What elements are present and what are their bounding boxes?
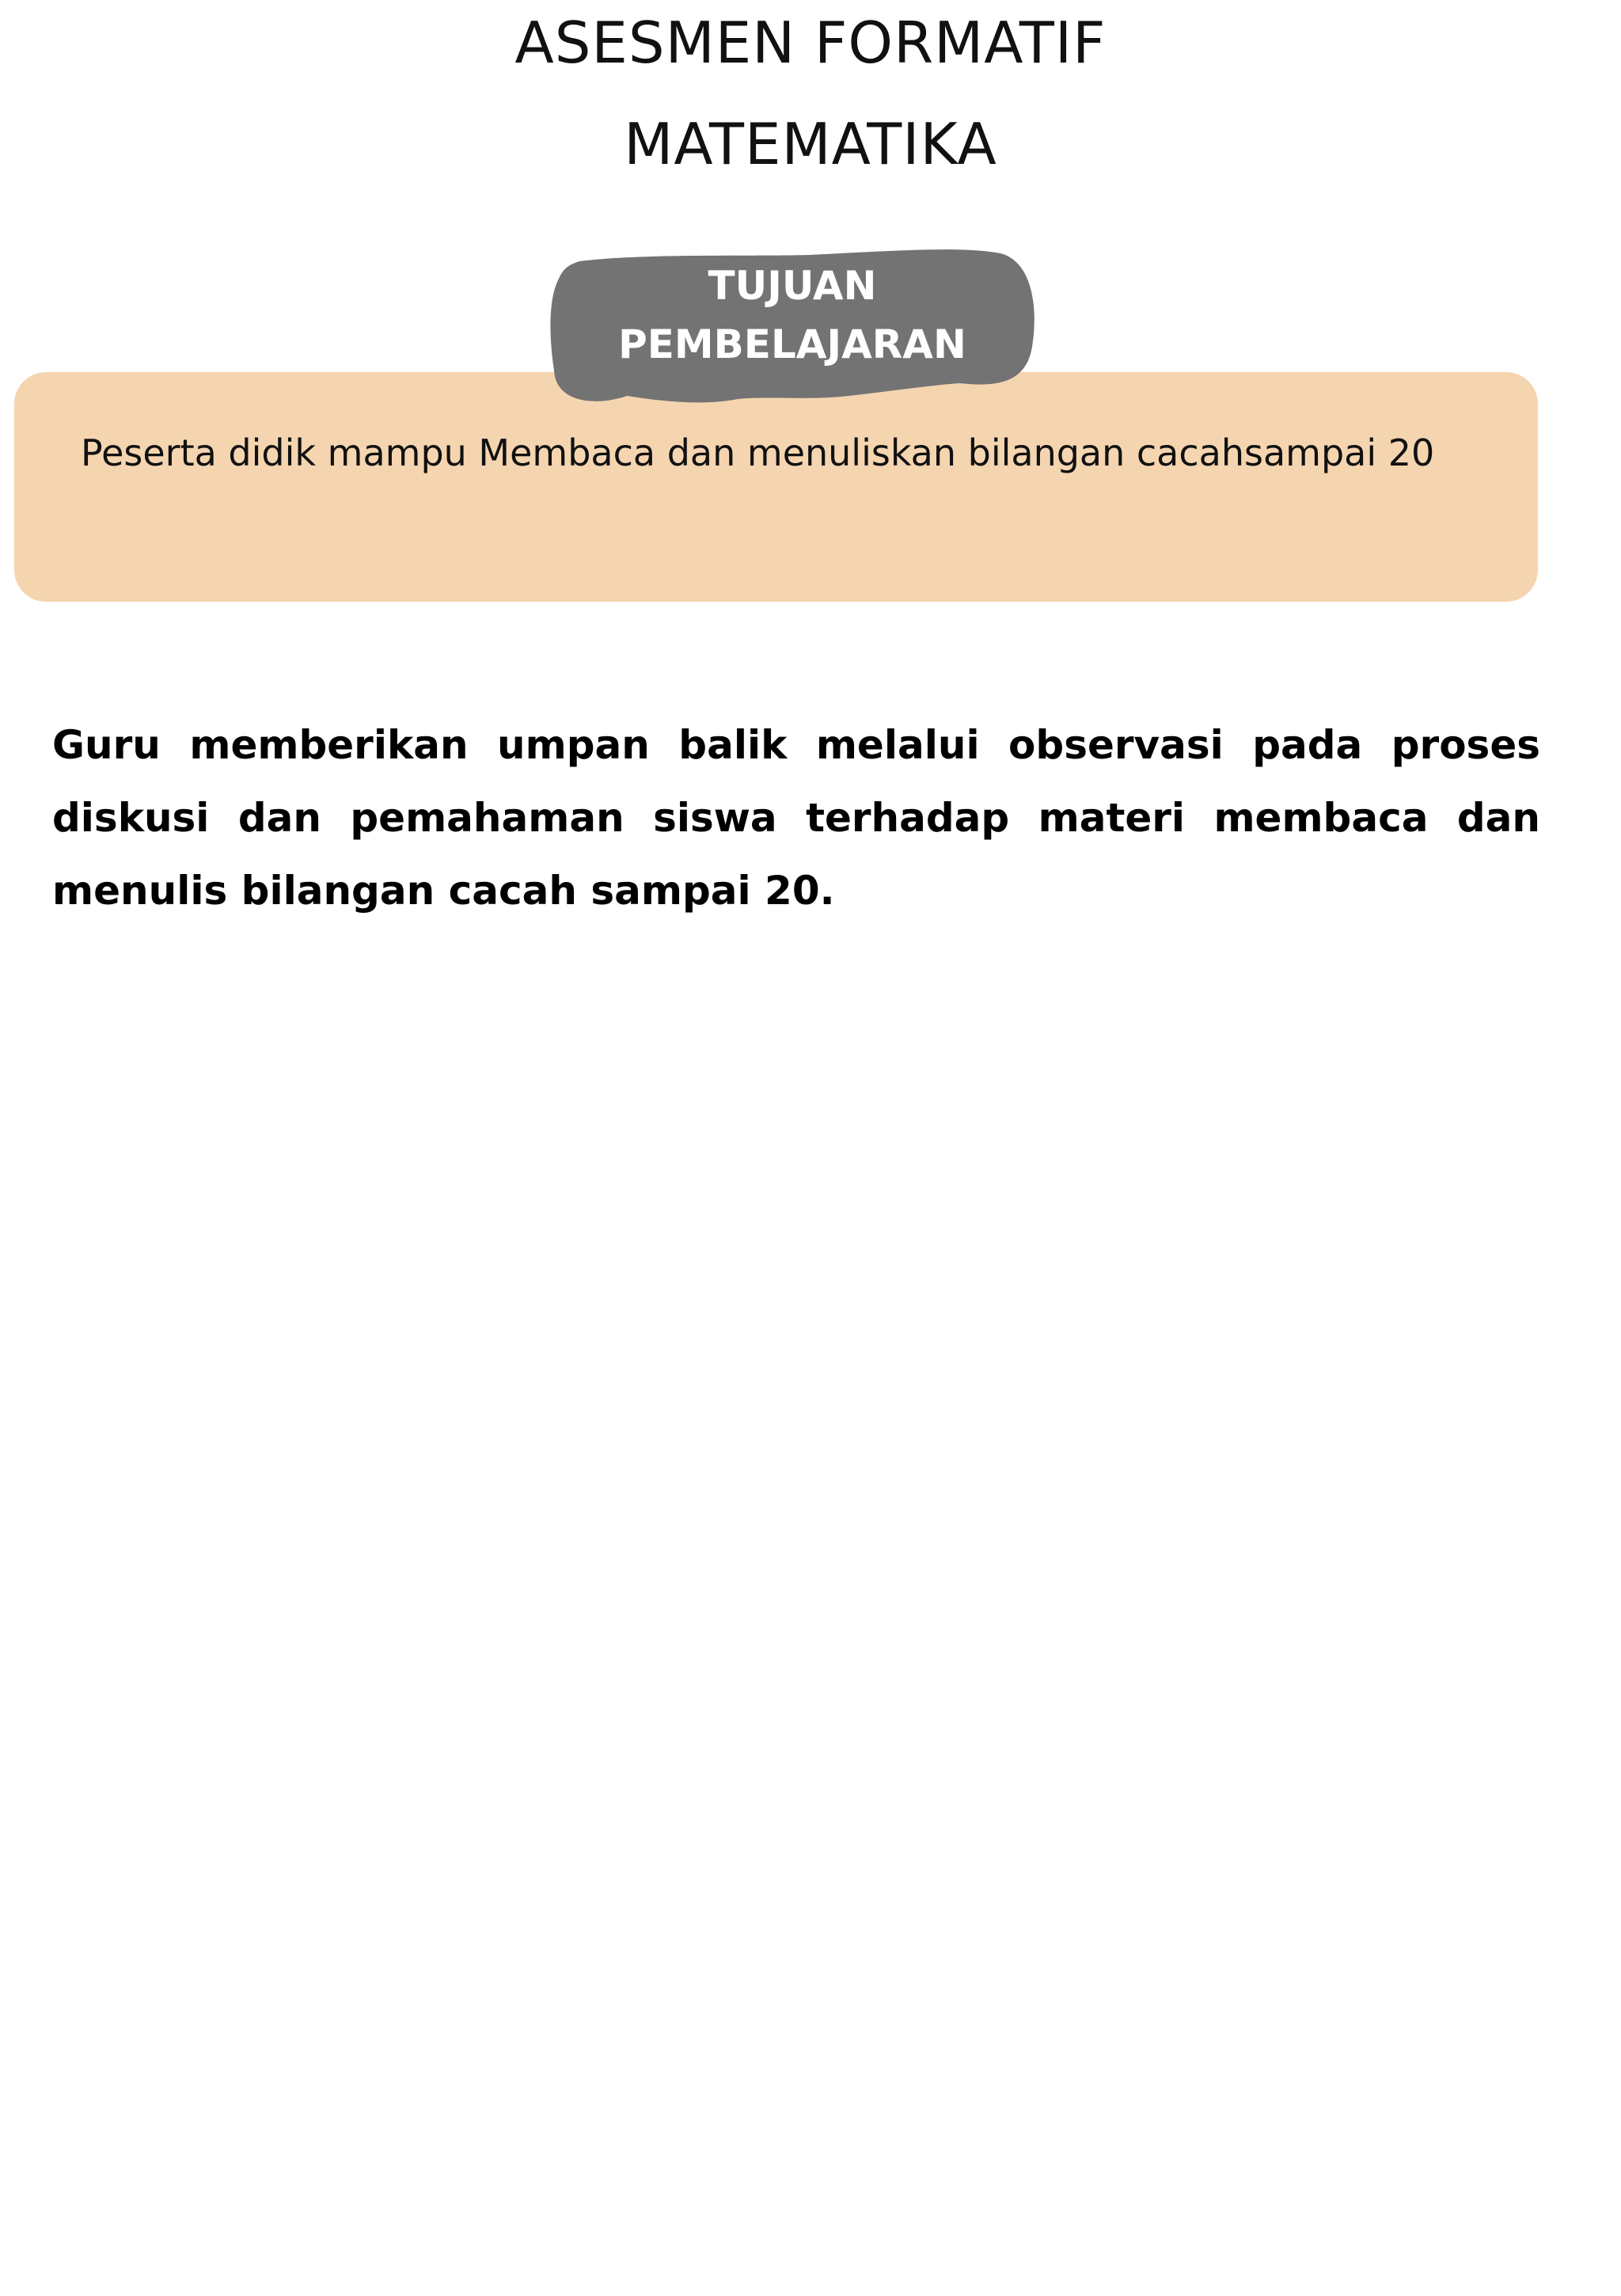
learning-objective-text: Peserta didik mampu Membaca dan menuliskan bilangan cacahsampai 20 [81,431,1435,474]
badge-label: TUJUAN PEMBELAJARAN [618,263,966,367]
learning-objective-badge [548,244,1037,409]
feedback-paragraph: Guru memberikan umpan balik melalui observasi pada proses diskusi dan pemahaman siswa terhadap materi membaca dan menulis bilangan cacah sampai 20. [52,722,1540,914]
page-subtitle: MATEMATIKA [624,111,997,177]
page-title: ASESMEN FORMATIF [514,10,1107,76]
